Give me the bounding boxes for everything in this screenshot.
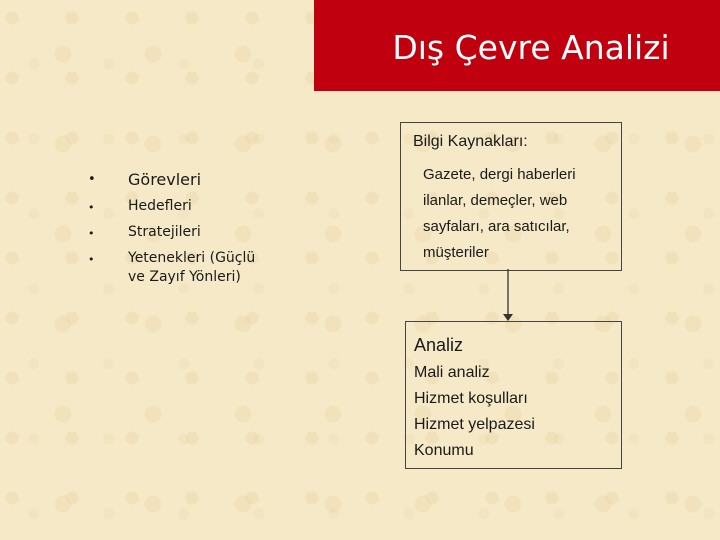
sources-line: sayfaları, ara satıcılar, xyxy=(423,218,570,235)
left-bullet-list xyxy=(88,170,300,294)
sources-line: Gazete, dergi haberleri xyxy=(423,166,576,183)
analysis-line: Konumu xyxy=(414,442,474,459)
list-item xyxy=(88,249,300,287)
analysis-line: Hizmet yelpazesi xyxy=(414,416,535,433)
analysis-title: Analiz xyxy=(414,335,464,355)
sources-line: müşteriler xyxy=(423,244,489,261)
list-item-label: Stratejileri xyxy=(128,224,201,240)
list-item-main xyxy=(88,170,300,189)
sources-box xyxy=(400,122,622,271)
slide-title: Dış Çevre Analizi xyxy=(392,28,670,67)
sources-title: Bilgi Kaynakları: xyxy=(413,133,528,150)
bullet-icon: • xyxy=(88,172,96,187)
sources-line: ilanlar, demeçler, web xyxy=(423,192,568,209)
list-item-label: Hedefleri xyxy=(128,198,192,214)
sources-body xyxy=(423,162,576,266)
list-item-label: Yetenekleri (Güçlü ve Zayıf Yönleri) xyxy=(128,250,256,285)
bullet-icon: • xyxy=(88,227,95,240)
bullet-icon: • xyxy=(88,253,95,266)
list-item xyxy=(88,223,300,242)
bullet-icon: • xyxy=(88,201,95,214)
analysis-box xyxy=(405,321,622,469)
list-item-label: Görevleri xyxy=(128,170,202,189)
analysis-line: Mali analiz xyxy=(414,364,490,381)
list-item xyxy=(88,197,300,216)
analysis-line: Hizmet koşulları xyxy=(414,390,528,407)
analysis-body xyxy=(414,360,535,464)
title-bar xyxy=(314,0,720,91)
